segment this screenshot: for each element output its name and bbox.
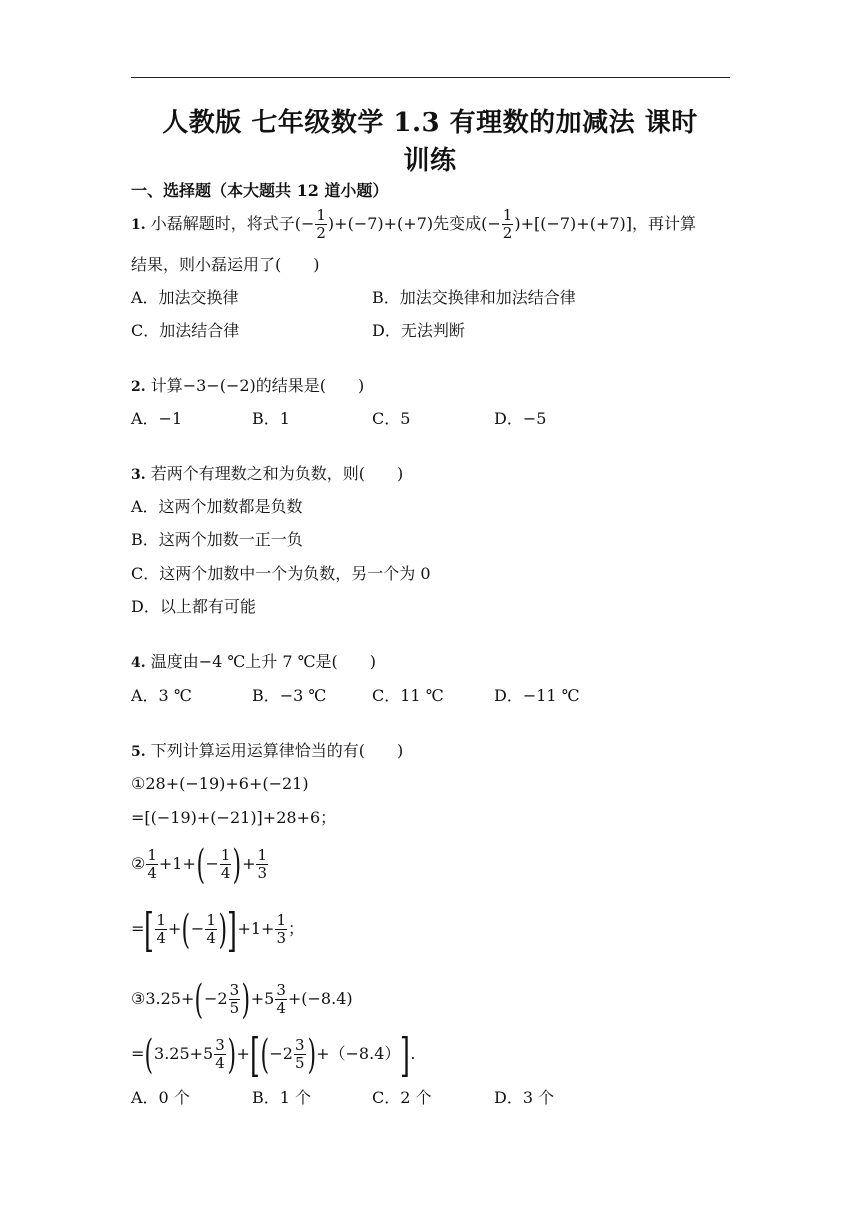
q3-stem xyxy=(131,464,403,485)
q5-option-b: B．1 个 xyxy=(252,1088,312,1107)
left-bracket: [ xyxy=(249,1027,260,1082)
right-paren: ) xyxy=(307,1031,316,1078)
q3-option-c: C．这两个加数中一个为负数，另一个为 0 xyxy=(131,564,431,583)
fraction: $\frac{3}{5}$ xyxy=(294,1036,305,1072)
right-bracket: ] xyxy=(227,902,238,957)
title-line-1: 人教版 七年级数学 1.3 有理数的加减法 课时 xyxy=(162,108,698,138)
q2-option-a: A．−1 xyxy=(131,409,183,428)
q4-option-c: C．11 ℃ xyxy=(372,686,444,705)
right-bracket: ] xyxy=(400,1027,411,1082)
fraction: $\frac{1}{3}$ xyxy=(276,911,286,947)
q4-stem-text: 温度由−4 ℃上升 7 ℃是( ) xyxy=(145,652,377,671)
q5-option-a: A．0 个 xyxy=(131,1088,190,1107)
left-paren: ( xyxy=(181,906,191,953)
right-paren: ) xyxy=(218,906,227,953)
fraction: $\frac{1}{4}$ xyxy=(147,846,157,882)
q1-number: 1. xyxy=(131,217,146,233)
q3-option-b: B．这两个加数一正一负 xyxy=(131,530,303,549)
section-heading: 一、选择题（本大题共 12 道小题） xyxy=(131,181,389,200)
q4-number: 4. xyxy=(131,655,146,671)
fraction: $\frac{3}{4}$ xyxy=(215,1036,225,1072)
q5-number: 5. xyxy=(131,744,146,760)
q5-expr3-line1: ③3.25+(−2 $\frac{3}{5}$ )+5 $\frac{3}{4}$ +(−8.4) xyxy=(131,976,353,1023)
left-paren: ( xyxy=(144,1031,154,1078)
right-paren: ) xyxy=(232,841,242,888)
q3-stem-text: 若两个有理数之和为负数，则( ) xyxy=(145,464,404,483)
q2-option-b: B．1 xyxy=(252,409,290,428)
fraction: $\frac{1}{4}$ xyxy=(156,911,166,947)
q2-stem xyxy=(131,376,364,397)
q1-stem-line2: 结果，则小磊运用了( ) xyxy=(131,255,320,274)
q2-option-c: C．5 xyxy=(372,409,411,428)
title-line-2: 训练 xyxy=(403,146,457,176)
q3-option-d: D．以上都有可能 xyxy=(131,597,256,616)
document-title xyxy=(118,104,742,180)
fraction: $\frac{1}{2}$ xyxy=(316,206,326,242)
q1-stem-part2: )+(−7)+(+7)先变成(− xyxy=(327,214,501,233)
q1-stem-part3: )+[(−7)+(+7)]，再计算 xyxy=(514,214,697,233)
fraction: $\frac{1}{2}$ xyxy=(502,206,513,242)
q3-number: 3. xyxy=(131,467,146,483)
q5-stem-text: 下列计算运用运算律恰当的有( ) xyxy=(145,741,404,760)
q5-option-d: D．3 个 xyxy=(494,1088,555,1107)
q4-option-b: B．−3 ℃ xyxy=(252,686,327,705)
fraction: $\frac{1}{4}$ xyxy=(220,846,231,882)
right-paren: ) xyxy=(241,976,251,1023)
q1-stem-line1 xyxy=(131,206,696,243)
q1-option-c: C．加法结合律 xyxy=(131,321,240,340)
fraction: $\frac{3}{5}$ xyxy=(229,981,240,1017)
q5-stem xyxy=(131,741,403,762)
q3-option-a: A．这两个加数都是负数 xyxy=(131,497,303,516)
q1-option-b: B．加法交换律和加法结合律 xyxy=(372,288,576,307)
fraction: $\frac{3}{4}$ xyxy=(276,981,286,1017)
left-paren: ( xyxy=(194,976,204,1023)
q5-expr3-line2: =(3.25+5 $\frac{3}{4}$ )+[(−2 $\frac{3}{5}$ )+（−8.4）]. xyxy=(131,1027,416,1082)
left-paren: ( xyxy=(260,1031,269,1078)
q5-option-c: C．2 个 xyxy=(372,1088,432,1107)
q5-expr2-line1: ② $\frac{1}{4}$ +1+(− $\frac{1}{4}$ )+ $\frac{1}{3}$ xyxy=(131,841,268,888)
header-rule xyxy=(131,77,730,78)
right-paren: ) xyxy=(227,1031,236,1078)
q5-expr2-line2: =[ $\frac{1}{4}$ +(− $\frac{1}{4}$ )]+1+ $\frac{1}{3}$ ； xyxy=(131,902,304,957)
q5-expr1-line2: =[(−19)+(−21)]+28+6； xyxy=(131,808,337,827)
left-paren: ( xyxy=(196,841,205,888)
q4-stem xyxy=(131,652,376,673)
q4-option-d: D．−11 ℃ xyxy=(494,686,580,705)
q1-option-a: A．加法交换律 xyxy=(131,288,239,307)
q2-number: 2. xyxy=(131,379,146,395)
q5-expr1-line1: ①28+(−19)+6+(−21) xyxy=(131,774,309,793)
q1-option-d: D．无法判断 xyxy=(372,321,465,340)
q1-stem-part1: 小磊解题时，将式子(− xyxy=(145,214,315,233)
q2-stem-text: 计算−3−(−2)的结果是( ) xyxy=(145,376,365,395)
left-bracket: [ xyxy=(144,902,155,957)
q2-option-d: D．−5 xyxy=(494,409,547,428)
q4-option-a: A．3 ℃ xyxy=(131,686,192,705)
fraction: $\frac{1}{4}$ xyxy=(206,911,216,947)
fraction: $\frac{1}{3}$ xyxy=(257,846,268,882)
